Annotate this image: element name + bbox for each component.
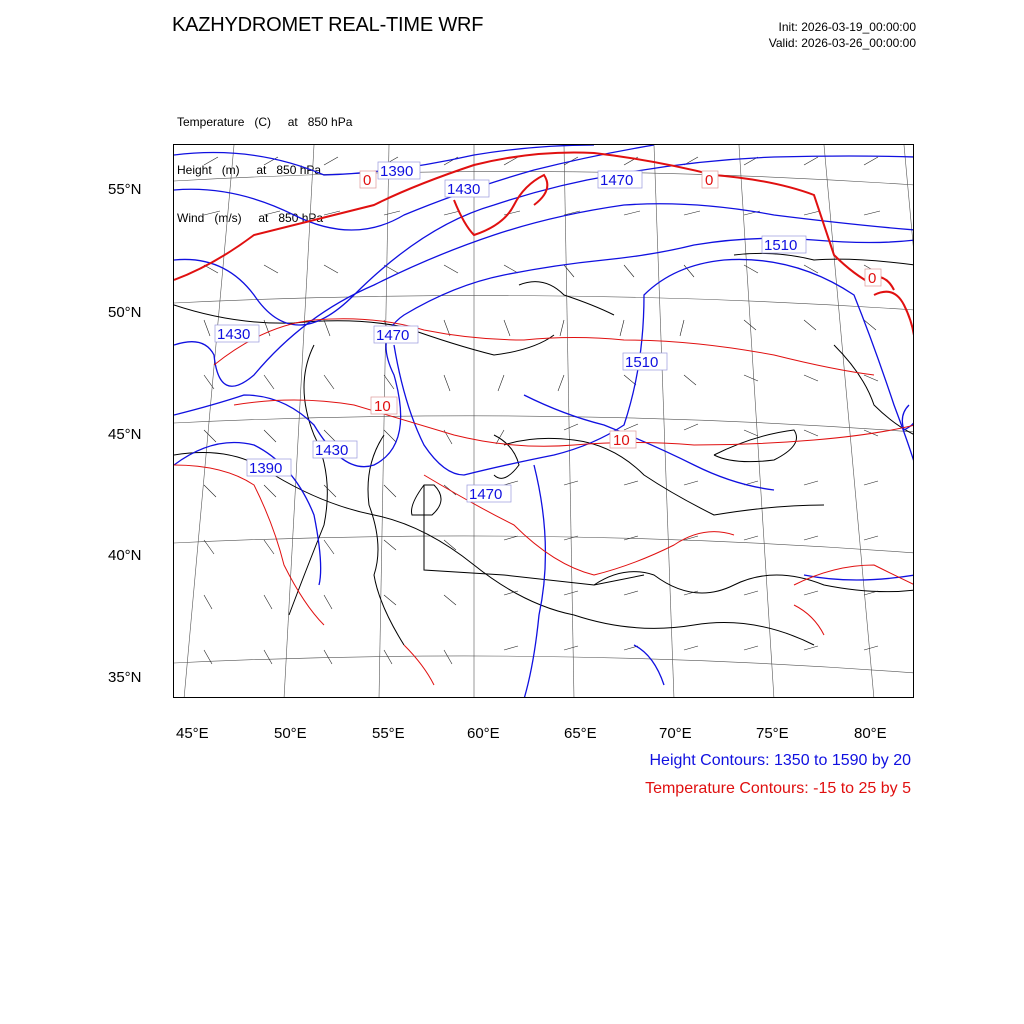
height-label-1510a: 1510: [764, 237, 798, 254]
temperature-label-10b: 10: [613, 432, 630, 449]
wind-barbs: [204, 157, 880, 664]
wind-field-label: Wind (m/s) at 850 hPa: [177, 211, 324, 225]
temperature-label-0a: 0: [363, 172, 372, 189]
lon-label-70e: 70°E: [659, 725, 692, 742]
lon-label-65e: 65°E: [564, 725, 597, 742]
lon-label-75e: 75°E: [756, 725, 789, 742]
height-label-1390b: 1390: [249, 460, 283, 477]
height-label-1510b: 1510: [625, 354, 659, 371]
height-field-label: Height (m) at 850 hPa: [177, 163, 322, 177]
map-canvas: [174, 145, 914, 698]
lat-label-50n: 50°N: [108, 304, 142, 321]
height-label-1390a: 1390: [380, 163, 414, 180]
lon-label-50e: 50°E: [274, 725, 307, 742]
temperature-label-10a: 10: [374, 398, 391, 415]
lat-label-45n: 45°N: [108, 426, 142, 443]
height-contour-legend: Height Contours: 1350 to 1590 by 20: [649, 752, 911, 769]
valid-time: Valid: 2026-03-26_00:00:00: [768, 36, 916, 50]
lat-label-35n: 35°N: [108, 669, 142, 686]
weather-map: [173, 144, 914, 698]
temperature-field-label: Temperature (C) at 850 hPa: [177, 115, 353, 129]
height-label-1470c: 1470: [469, 486, 503, 503]
temperature-contour-legend: Temperature Contours: -15 to 25 by 5: [645, 780, 911, 797]
height-label-1470b: 1470: [376, 327, 410, 344]
init-time: Init: 2026-03-19_00:00:00: [778, 20, 916, 34]
lon-label-55e: 55°E: [372, 725, 405, 742]
lon-label-60e: 60°E: [467, 725, 500, 742]
height-label-1430c: 1430: [315, 442, 349, 459]
height-label-1430a: 1430: [447, 181, 481, 198]
height-label-1470a: 1470: [600, 172, 634, 189]
lon-label-45e: 45°E: [176, 725, 209, 742]
lat-label-55n: 55°N: [108, 181, 142, 198]
lat-label-40n: 40°N: [108, 547, 142, 564]
temperature-label-0b: 0: [705, 172, 714, 189]
contour-labels: [217, 163, 876, 503]
longitude-gridlines: [184, 145, 914, 698]
height-label-1430b: 1430: [217, 326, 251, 343]
map-title: KAZHYDROMET REAL-TIME WRF: [172, 14, 484, 36]
temperature-label-0c: 0: [868, 270, 877, 287]
run-times: [769, 19, 916, 51]
lon-label-80e: 80°E: [854, 725, 887, 742]
